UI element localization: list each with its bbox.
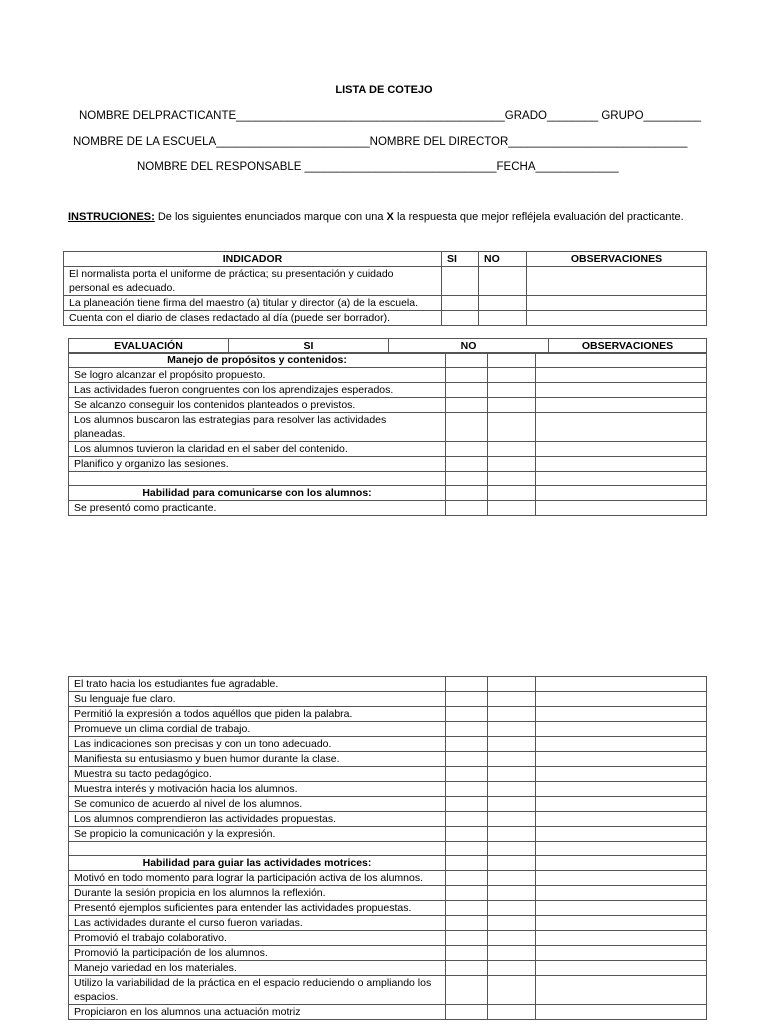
observaciones-cell[interactable] — [536, 442, 707, 457]
si-cell[interactable] — [446, 413, 488, 442]
no-cell[interactable] — [488, 901, 536, 916]
table-row — [69, 442, 707, 457]
table-row — [69, 707, 707, 722]
observaciones-cell[interactable] — [527, 311, 707, 326]
observaciones-cell[interactable] — [536, 767, 707, 782]
si-cell[interactable] — [446, 871, 488, 886]
table-row — [69, 722, 707, 737]
instructions-mark: X — [386, 211, 394, 223]
observaciones-cell[interactable] — [536, 961, 707, 976]
observaciones-cell[interactable] — [536, 976, 707, 1005]
table-row — [64, 267, 707, 296]
evaluation-item: Promovió el trabajo colaborativo. — [69, 931, 446, 946]
table-row — [69, 976, 707, 1005]
no-cell[interactable] — [488, 398, 536, 413]
observaciones-cell[interactable] — [536, 501, 707, 516]
no-cell[interactable] — [488, 677, 536, 692]
observaciones-cell[interactable] — [536, 677, 707, 692]
evaluation-item: Permitió la expresión a todos aquéllos que piden la palabra. — [69, 707, 446, 722]
evaluation-item: Planifico y organizo las sesiones. — [69, 457, 446, 472]
no-cell[interactable] — [488, 692, 536, 707]
no-cell[interactable] — [479, 296, 527, 311]
si-cell[interactable] — [446, 827, 488, 842]
evaluation-item: Los alumnos comprendieron las actividades propuestas. — [69, 812, 446, 827]
evaluation-item: Las actividades fueron congruentes con los aprendizajes esperados. — [69, 383, 446, 398]
observaciones-cell[interactable] — [536, 752, 707, 767]
no-cell[interactable] — [488, 383, 536, 398]
si-cell[interactable] — [446, 737, 488, 752]
evaluation-item: Durante la sesión propicia en los alumnos la reflexión. — [69, 886, 446, 901]
no-cell[interactable] — [488, 916, 536, 931]
section-heading: Habilidad para comunicarse con los alumnos: — [69, 486, 446, 501]
evaluation-item: Utilizo la variabilidad de la práctica en el espacio reduciendo o ampliando los espacios. — [69, 976, 446, 1005]
evaluation-item: Manejo variedad en los materiales. — [69, 961, 446, 976]
table-row — [69, 901, 707, 916]
observaciones-cell[interactable] — [536, 722, 707, 737]
si-cell[interactable] — [446, 442, 488, 457]
si-cell[interactable] — [446, 767, 488, 782]
evaluation-item: Las indicaciones son precisas y con un tono adecuado. — [69, 737, 446, 752]
table-row — [69, 931, 707, 946]
si-cell[interactable] — [446, 901, 488, 916]
si-cell[interactable] — [442, 267, 479, 296]
indicator-cell: Cuenta con el diario de clases redactado al día (puede ser borrador). — [64, 311, 442, 326]
table-row — [69, 916, 707, 931]
no-cell[interactable] — [488, 368, 536, 383]
table-row — [64, 296, 707, 311]
indicator-cell: La planeación tiene firma del maestro (a) titular y director (a) de la escuela. — [64, 296, 442, 311]
indicator-table — [63, 251, 707, 326]
no-cell[interactable] — [488, 767, 536, 782]
table-row — [64, 311, 707, 326]
no-header: NO — [389, 339, 549, 354]
evaluation-item: Propiciaron en los alumnos una actuación motriz — [69, 1005, 446, 1020]
evaluation-item: Se propicio la comunicación y la expresión. — [69, 827, 446, 842]
practicante-field: NOMBRE DELPRACTICANTE__________________________________________GRADO________ GRUPO_________ — [79, 110, 702, 122]
observaciones-cell[interactable] — [536, 931, 707, 946]
observaciones-cell[interactable] — [536, 692, 707, 707]
evaluacion-header: EVALUACIÓN — [69, 339, 229, 354]
si-cell[interactable] — [442, 311, 479, 326]
table-row — [69, 737, 707, 752]
no-cell[interactable] — [488, 457, 536, 472]
table-row — [69, 812, 707, 827]
observaciones-cell[interactable] — [536, 797, 707, 812]
no-cell[interactable] — [479, 311, 527, 326]
si-cell[interactable] — [446, 797, 488, 812]
observaciones-cell[interactable] — [536, 812, 707, 827]
section-heading: Manejo de propósitos y contenidos: — [69, 353, 446, 368]
no-cell[interactable] — [488, 722, 536, 737]
si-header: SI — [229, 339, 389, 354]
si-cell[interactable] — [446, 1005, 488, 1020]
observaciones-cell[interactable] — [536, 827, 707, 842]
table-row — [69, 782, 707, 797]
si-cell[interactable] — [446, 692, 488, 707]
si-cell[interactable] — [446, 501, 488, 516]
si-cell[interactable] — [446, 812, 488, 827]
no-cell[interactable] — [488, 931, 536, 946]
no-cell[interactable] — [488, 501, 536, 516]
si-cell[interactable] — [446, 961, 488, 976]
observaciones-cell[interactable] — [536, 737, 707, 752]
evaluation-item: Presentó ejemplos suficientes para entender las actividades propuestas. — [69, 901, 446, 916]
si-cell[interactable] — [446, 886, 488, 901]
evaluation-item: Se presentó como practicante. — [69, 501, 446, 516]
si-cell[interactable] — [446, 398, 488, 413]
observaciones-cell[interactable] — [536, 946, 707, 961]
no-cell[interactable] — [488, 886, 536, 901]
evaluation-item: Muestra interés y motivación hacia los alumnos. — [69, 782, 446, 797]
evaluation-item: El trato hacia los estudiantes fue agradable. — [69, 677, 446, 692]
table-row — [69, 413, 707, 442]
observaciones-cell[interactable] — [536, 368, 707, 383]
observaciones-cell[interactable] — [536, 383, 707, 398]
observaciones-header: OBSERVACIONES — [527, 252, 707, 267]
no-cell[interactable] — [488, 752, 536, 767]
si-cell[interactable] — [442, 296, 479, 311]
table-row — [69, 871, 707, 886]
si-cell[interactable] — [446, 457, 488, 472]
observaciones-cell[interactable] — [536, 782, 707, 797]
table-row — [69, 767, 707, 782]
instructions — [68, 210, 708, 225]
table-row — [69, 677, 707, 692]
no-header: NO — [479, 252, 527, 267]
evaluation-item: Se comunico de acuerdo al nivel de los alumnos. — [69, 797, 446, 812]
no-cell[interactable] — [488, 976, 536, 1005]
table-row — [69, 692, 707, 707]
si-cell[interactable] — [446, 677, 488, 692]
evaluation-item: Motivó en todo momento para lograr la participación activa de los alumnos. — [69, 871, 446, 886]
instructions-label: INSTRUCIONES: — [68, 211, 155, 223]
observaciones-cell[interactable] — [527, 267, 707, 296]
table-row — [69, 752, 707, 767]
no-cell[interactable] — [488, 871, 536, 886]
table-row — [69, 886, 707, 901]
si-header: SI — [442, 252, 479, 267]
observaciones-cell[interactable] — [536, 413, 707, 442]
no-cell[interactable] — [488, 797, 536, 812]
si-cell[interactable] — [446, 722, 488, 737]
table-row — [69, 368, 707, 383]
evaluation-item: Se logro alcanzar el propósito propuesto. — [69, 368, 446, 383]
si-cell[interactable] — [446, 752, 488, 767]
si-cell[interactable] — [446, 368, 488, 383]
table-row — [69, 961, 707, 976]
si-cell[interactable] — [446, 782, 488, 797]
no-cell[interactable] — [488, 442, 536, 457]
instructions-text-after: la respuesta que mejor refléjela evaluación del practicante. — [393, 211, 684, 223]
table-row — [69, 383, 707, 398]
table-row — [69, 827, 707, 842]
observaciones-header: OBSERVACIONES — [549, 339, 707, 354]
no-cell[interactable] — [488, 707, 536, 722]
indicator-cell: El normalista porta el uniforme de práctica; su presentación y cuidado personal es adecuado. — [64, 267, 442, 296]
evaluation-item: Promovió la participación de los alumnos. — [69, 946, 446, 961]
evaluation-item: Promueve un clima cordial de trabajo. — [69, 722, 446, 737]
evaluation-item: Los alumnos buscaron las estrategias para resolver las actividades planeadas. — [69, 413, 446, 442]
section-heading: Habilidad para guiar las actividades motrices: — [69, 856, 446, 871]
table-row — [69, 457, 707, 472]
no-cell[interactable] — [488, 1005, 536, 1020]
evaluation-item: Su lenguaje fue claro. — [69, 692, 446, 707]
evaluation-item: Muestra su tacto pedagógico. — [69, 767, 446, 782]
table-row — [69, 1005, 707, 1020]
si-cell[interactable] — [446, 383, 488, 398]
escuela-field: NOMBRE DE LA ESCUELA________________________NOMBRE DEL DIRECTOR____________________________ — [73, 136, 688, 148]
evaluation-table-continued — [68, 676, 707, 1020]
no-cell[interactable] — [488, 961, 536, 976]
observaciones-cell[interactable] — [536, 707, 707, 722]
observaciones-cell[interactable] — [527, 296, 707, 311]
no-cell[interactable] — [488, 413, 536, 442]
no-cell[interactable] — [479, 267, 527, 296]
observaciones-cell[interactable] — [536, 916, 707, 931]
observaciones-cell[interactable] — [536, 901, 707, 916]
observaciones-cell[interactable] — [536, 457, 707, 472]
no-cell[interactable] — [488, 737, 536, 752]
evaluation-table — [68, 352, 707, 516]
table-row — [69, 398, 707, 413]
table-row — [69, 946, 707, 961]
instructions-text-before: De los siguientes enunciados marque con una — [154, 211, 387, 223]
si-cell[interactable] — [446, 931, 488, 946]
no-cell[interactable] — [488, 812, 536, 827]
evaluation-item: Manifiesta su entusiasmo y buen humor durante la clase. — [69, 752, 446, 767]
si-cell[interactable] — [446, 707, 488, 722]
observaciones-cell[interactable] — [536, 398, 707, 413]
evaluation-item: Los alumnos tuvieron la claridad en el saber del contenido. — [69, 442, 446, 457]
evaluation-item: Las actividades durante el curso fueron variadas. — [69, 916, 446, 931]
responsable-field: NOMBRE DEL RESPONSABLE ______________________________FECHA_____________ — [137, 161, 619, 173]
si-cell[interactable] — [446, 946, 488, 961]
page-title: LISTA DE COTEJO — [335, 84, 433, 96]
si-cell[interactable] — [446, 976, 488, 1005]
observaciones-cell[interactable] — [536, 1005, 707, 1020]
no-cell[interactable] — [488, 782, 536, 797]
no-cell[interactable] — [488, 946, 536, 961]
observaciones-cell[interactable] — [536, 871, 707, 886]
indicador-header: INDICADOR — [64, 252, 442, 267]
evaluation-item: Se alcanzo conseguir los contenidos planteados o previstos. — [69, 398, 446, 413]
table-row — [69, 501, 707, 516]
si-cell[interactable] — [446, 916, 488, 931]
no-cell[interactable] — [488, 827, 536, 842]
table-row — [69, 797, 707, 812]
observaciones-cell[interactable] — [536, 886, 707, 901]
